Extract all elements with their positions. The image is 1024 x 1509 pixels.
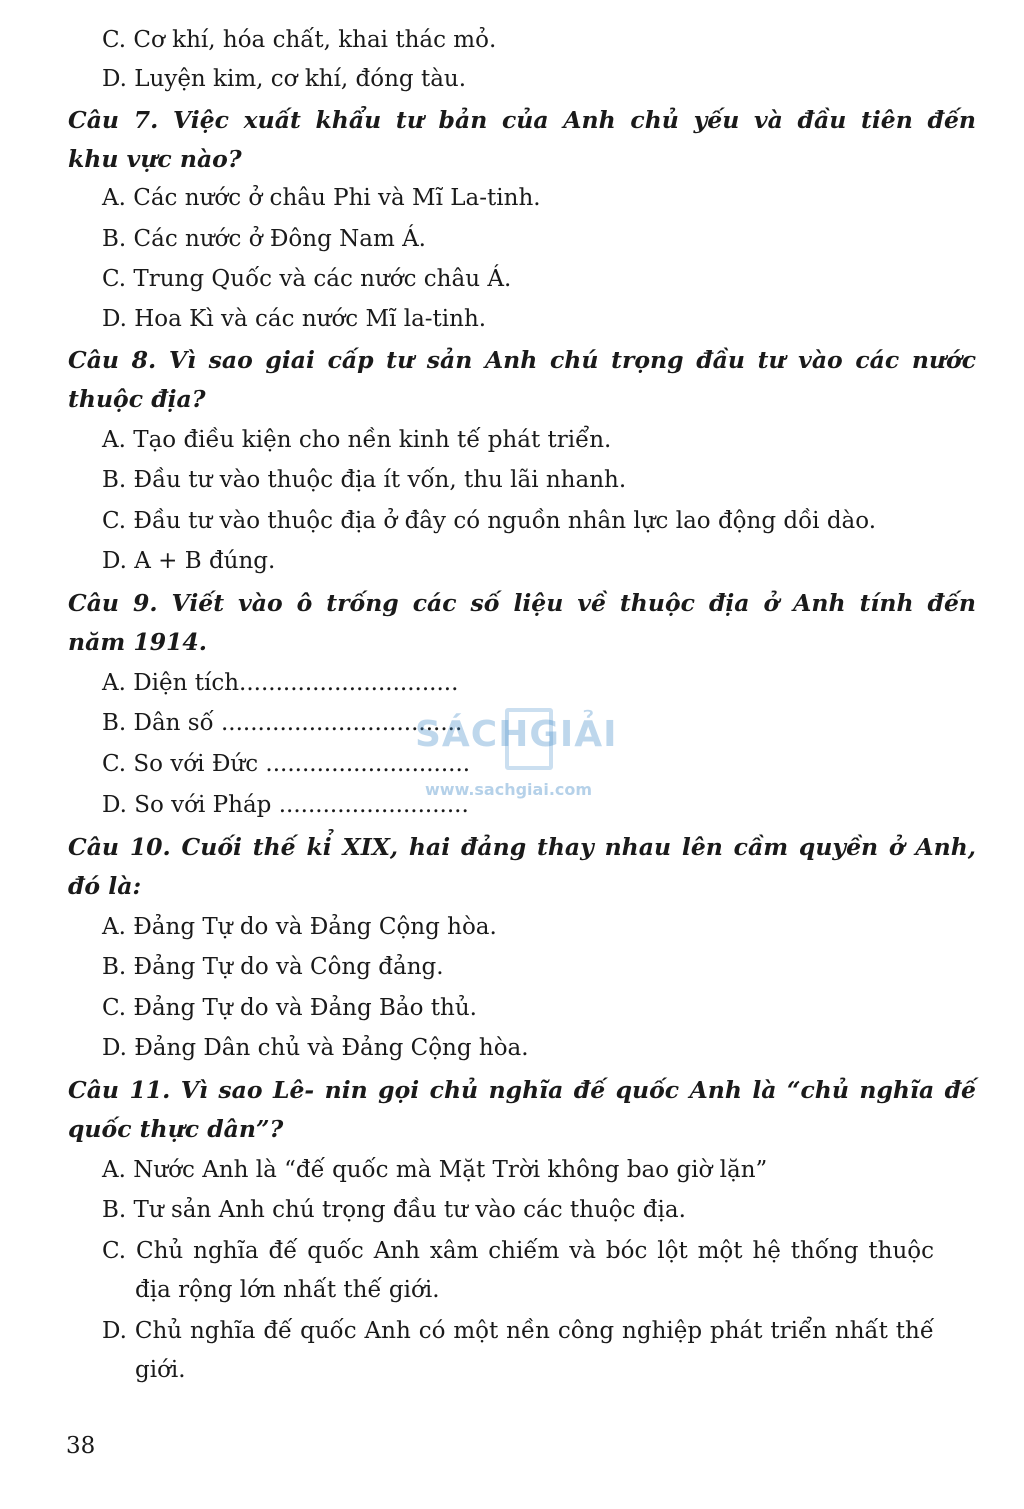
q9-option-c: C. So với Đức ............................ <box>102 751 471 777</box>
q9-option-a: A. Diện tích.............................. <box>102 670 459 696</box>
q7-option-b: B. Các nước ở Đông Nam Á. <box>102 226 426 252</box>
q10-option-b: B. Đảng Tự do và Công đảng. <box>102 954 444 980</box>
q11-option-c-line1: C. Chủ nghĩa đế quốc Anh xâm chiếm và bóc lột một hệ thống thuộc <box>102 1238 934 1264</box>
q7-question-line1: Câu 7. Việc xuất khẩu tư bản của Anh chủ yếu và đầu tiên đến <box>68 106 976 134</box>
q11-option-c-line2: địa rộng lớn nhất thế giới. <box>135 1277 440 1303</box>
watermark-brand: SÁCHGIẢI <box>415 714 618 755</box>
watermark-url: www.sachgiai.com <box>425 780 593 799</box>
q8-question-line2: thuộc địa? <box>68 385 206 413</box>
q10-option-c: C. Đảng Tự do và Đảng Bảo thủ. <box>102 995 477 1021</box>
q7-option-c: C. Trung Quốc và các nước châu Á. <box>102 266 512 292</box>
q8-option-b: B. Đầu tư vào thuộc địa ít vốn, thu lãi nhanh. <box>102 467 627 493</box>
q10-option-a: A. Đảng Tự do và Đảng Cộng hòa. <box>102 914 497 940</box>
q9-option-b: B. Dân số ................................. <box>102 710 463 736</box>
q11-option-d-line2: giới. <box>135 1357 186 1383</box>
q6-option-d: D. Luyện kim, cơ khí, đóng tàu. <box>102 66 467 92</box>
q10-question-line2: đó là: <box>68 872 142 900</box>
q8-option-d: D. A + B đúng. <box>102 548 276 574</box>
q11-question-line2: quốc thực dân”? <box>68 1115 284 1143</box>
q6-option-c: C. Cơ khí, hóa chất, khai thác mỏ. <box>102 27 497 53</box>
q8-question-line1: Câu 8. Vì sao giai cấp tư sản Anh chú trọng đầu tư vào các nước <box>68 346 976 374</box>
q11-question-line1: Câu 11. Vì sao Lê- nin gọi chủ nghĩa đế quốc Anh là “chủ nghĩa đế <box>68 1076 976 1104</box>
q7-option-d: D. Hoa Kì và các nước Mĩ la-tinh. <box>102 306 487 332</box>
q8-option-c: C. Đầu tư vào thuộc địa ở đây có nguồn nhân lực lao động dồi dào. <box>102 508 877 534</box>
q7-question-line2: khu vực nào? <box>68 145 242 173</box>
q11-option-a: A. Nước Anh là “đế quốc mà Mặt Trời không bao giờ lặn” <box>102 1157 768 1183</box>
watermark-frame-icon <box>505 708 553 770</box>
q8-option-a: A. Tạo điều kiện cho nền kinh tế phát triển. <box>102 427 612 453</box>
page-number: 38 <box>66 1433 96 1459</box>
q11-option-b: B. Tư sản Anh chú trọng đầu tư vào các thuộc địa. <box>102 1197 686 1223</box>
q9-question-line2: năm 1914. <box>68 628 207 656</box>
q11-option-d-line1: D. Chủ nghĩa đế quốc Anh có một nền công nghiệp phát triển nhất thế <box>102 1318 934 1344</box>
q10-option-d: D. Đảng Dân chủ và Đảng Cộng hòa. <box>102 1035 529 1061</box>
q10-question-line1: Câu 10. Cuối thế kỉ XIX, hai đảng thay nhau lên cầm quyền ở Anh, <box>68 833 976 861</box>
q9-question-line1: Câu 9. Viết vào ô trống các số liệu về thuộc địa ở Anh tính đến <box>68 589 976 617</box>
q9-option-d: D. So với Pháp .......................... <box>102 792 469 818</box>
q7-option-a: A. Các nước ở châu Phi và Mĩ La-tinh. <box>102 185 541 211</box>
